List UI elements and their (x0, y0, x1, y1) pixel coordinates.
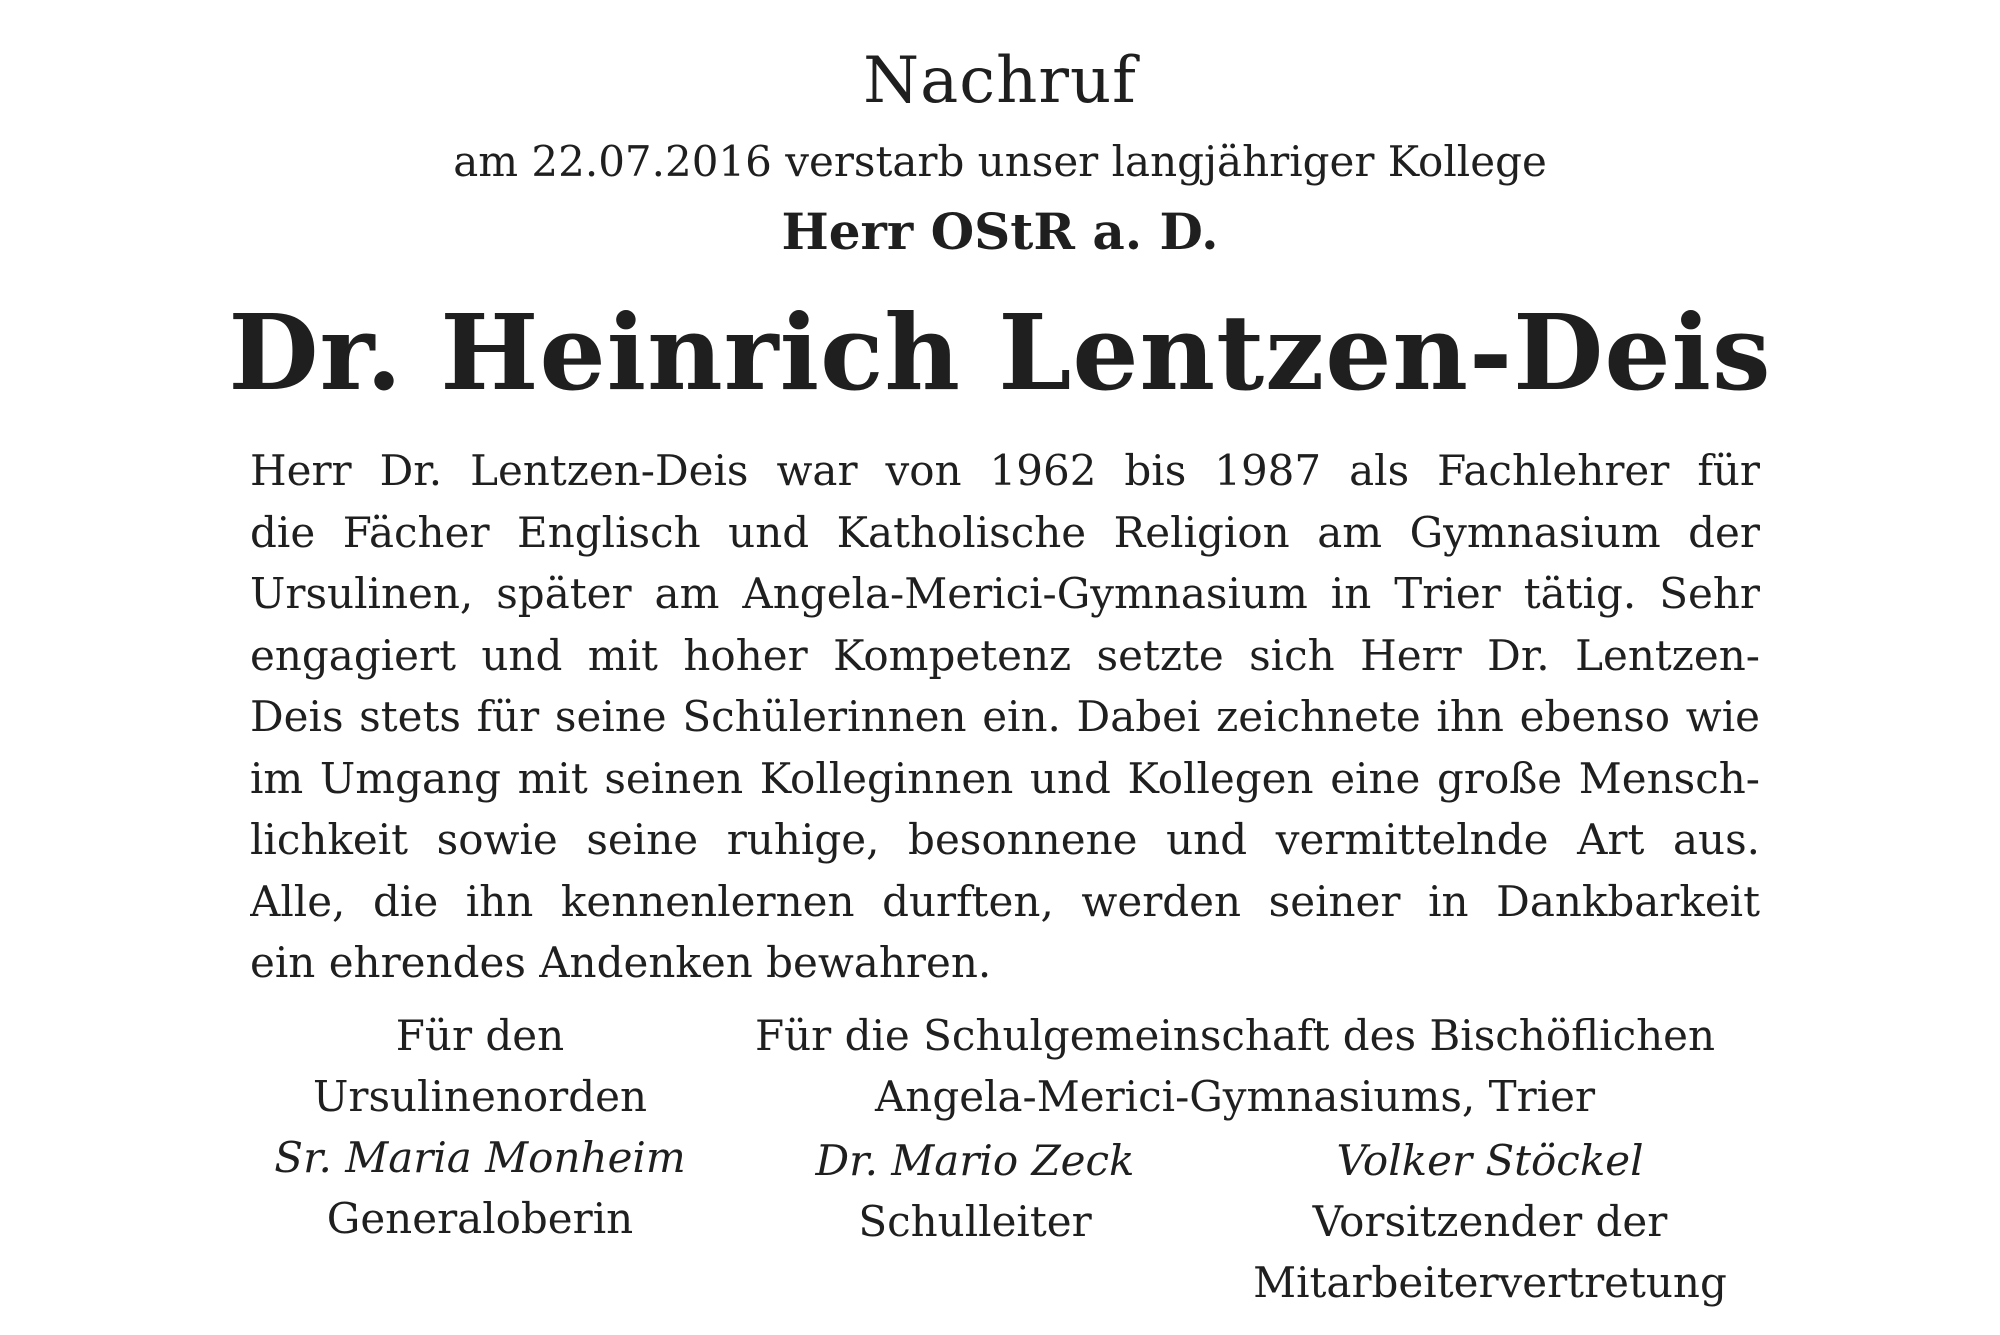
principal-name: Dr. Mario Zeck (815, 1136, 1135, 1185)
order-signatory-name: Sr. Maria Monheim (274, 1133, 686, 1182)
representative-role-line1: Vorsitzender der (1312, 1197, 1668, 1246)
tribute-text (250, 440, 1760, 994)
school-label-line1: Für die Schulgemeinschaft des Bischöflichen (754, 1011, 1716, 1060)
tribute-line: Ursulinen, später am Angela-Merici-Gymnasium in Trier tätig. Sehr (250, 569, 1760, 618)
honorific-title: Herr OStR a. D. (781, 202, 1219, 261)
tribute-line: im Umgang mit seinen Kolleginnen und Kollegen eine große Mensch- (250, 753, 1760, 803)
order-signatory-role: Generaloberin (326, 1194, 634, 1243)
intro-line: am 22.07.2016 verstarb unser langjähriger Kollege (453, 137, 1547, 186)
signature-principal (745, 1130, 1205, 1252)
deceased-name: Dr. Heinrich Lentzen-Deis (228, 291, 1772, 414)
signature-order (255, 1005, 705, 1249)
signature-school (700, 1005, 1770, 1127)
tribute-line: ein ehrendes Andenken bewahren. (250, 938, 992, 987)
tribute-line: Deis stets für seine Schülerinnen ein. Dabei zeichnete ihn ebenso wie (250, 692, 1760, 741)
tribute-line: Herr Dr. Lentzen-Deis war von 1962 bis 1987 als Fachlehrer für (250, 446, 1760, 495)
notice-heading: Nachruf (863, 44, 1137, 118)
tribute-line: engagiert und mit hoher Kompetenz setzte sich Herr Dr. Lentzen- (250, 630, 1760, 680)
representative-name: Volker Stöckel (1336, 1136, 1644, 1185)
tribute-line: Alle, die ihn kennenlernen durften, werden seiner in Dankbarkeit (250, 876, 1760, 926)
tribute-line: lichkeit sowie seine ruhige, besonnene und vermittelnde Art aus. (250, 815, 1760, 864)
tribute-line: die Fächer Englisch und Katholische Religion am Gymnasium der (250, 507, 1760, 557)
order-label-line2: Ursulinenorden (312, 1072, 648, 1121)
order-label-line1: Für den (395, 1011, 565, 1060)
school-label-line2: Angela-Merici-Gymnasiums, Trier (874, 1072, 1596, 1121)
representative-role-line2: Mitarbeitervertretung (1253, 1258, 1727, 1307)
signature-representative (1220, 1130, 1760, 1313)
principal-role: Schulleiter (858, 1197, 1092, 1246)
